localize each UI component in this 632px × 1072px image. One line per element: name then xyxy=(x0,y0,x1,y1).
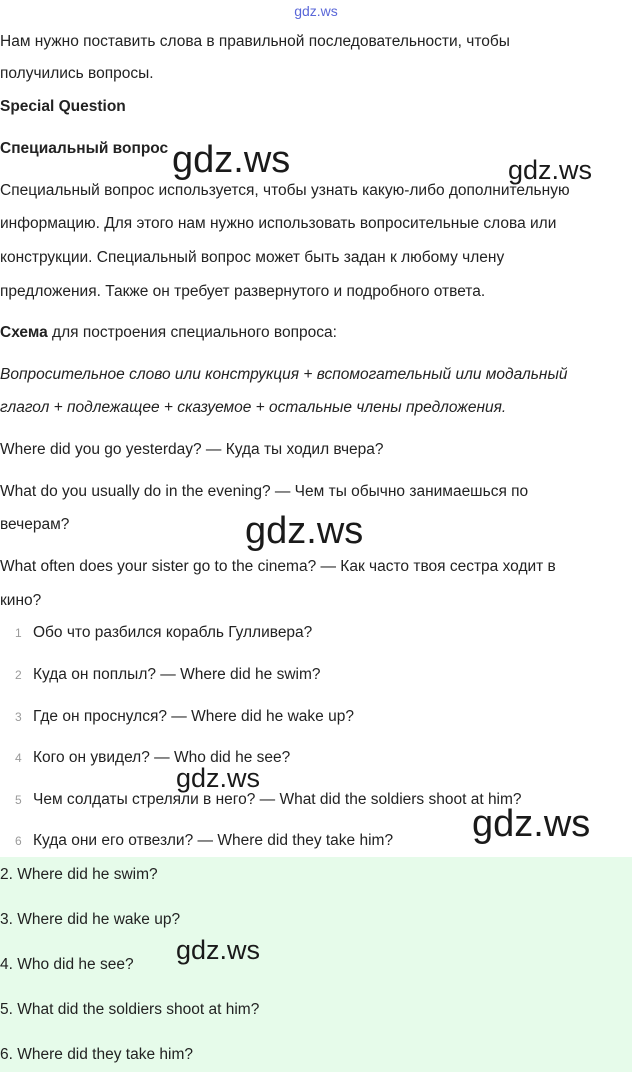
list-number: 6 xyxy=(15,834,22,848)
list-number: 1 xyxy=(15,626,22,640)
answer-line: 4. Who did he see? xyxy=(0,956,134,973)
watermark: gdz.ws xyxy=(508,155,593,185)
watermark: gdz.ws xyxy=(176,935,261,965)
intro-line-1: Нам нужно поставить слова в правильной последовательности, чтобы xyxy=(0,33,510,50)
heading-russian: Специальный вопрос xyxy=(0,140,169,157)
scheme-line xyxy=(0,323,337,343)
example-line-5: кино? xyxy=(0,592,42,609)
watermark: gdz.ws xyxy=(176,763,261,793)
example-line-4: What often does your sister go to the cinema? — Как часто твоя сестра ходит в xyxy=(0,558,556,575)
heading-english: Special Question xyxy=(0,98,126,115)
description-line-3: конструкции. Специальный вопрос может быть задан к любому члену xyxy=(0,249,505,266)
list-item: Куда они его отвезли? — Where did they take him? xyxy=(33,832,394,849)
answer-line: 3. Where did he wake up? xyxy=(0,911,181,928)
answer-line: 6. Where did they take him? xyxy=(0,1046,193,1063)
list-item: Кого он увидел? — Who did he see? xyxy=(33,749,291,766)
list-item: Где он проснулся? — Where did he wake up? xyxy=(33,708,354,725)
watermark: gdz.ws xyxy=(472,803,591,845)
watermark: gdz.ws xyxy=(245,510,364,552)
answers-panel xyxy=(0,857,632,1072)
list-number: 5 xyxy=(15,793,22,807)
scheme-text: для построения специального вопроса: xyxy=(47,324,337,341)
list-number: 2 xyxy=(15,668,22,682)
description-line-1: Специальный вопрос используется, чтобы узнать какую-либо дополнительную xyxy=(0,182,570,199)
formula-line-2: глагол + подлежащее + сказуемое + остальные члены предложения. xyxy=(0,399,507,416)
answer-line: 2. Where did he swim? xyxy=(0,866,158,883)
scheme-label: Схема xyxy=(0,324,48,341)
list-number: 4 xyxy=(15,751,22,765)
list-item: Обо что разбился корабль Гулливера? xyxy=(33,624,313,641)
intro-line-2: получились вопросы. xyxy=(0,65,154,82)
watermark: gdz.ws xyxy=(172,139,291,181)
example-line-3: вечерам? xyxy=(0,516,70,533)
description-line-4: предложения. Также он требует развернутого и подробного ответа. xyxy=(0,283,486,300)
list-item: Чем солдаты стреляли в него? — What did the soldiers shoot at him? xyxy=(33,791,522,808)
header-link[interactable]: gdz.ws xyxy=(294,3,338,19)
list-item: Куда он поплыл? — Where did he swim? xyxy=(33,666,321,683)
description-line-2: информацию. Для этого нам нужно использовать вопросительные слова или xyxy=(0,215,557,232)
example-line-1: Where did you go yesterday? — Куда ты ходил вчера? xyxy=(0,441,384,458)
answer-line: 5. What did the soldiers shoot at him? xyxy=(0,1001,260,1018)
formula-line-1: Вопросительное слово или конструкция + вспомогательный или модальный xyxy=(0,366,568,383)
list-number: 3 xyxy=(15,710,22,724)
example-line-2: What do you usually do in the evening? — Чем ты обычно занимаешься по xyxy=(0,483,529,500)
